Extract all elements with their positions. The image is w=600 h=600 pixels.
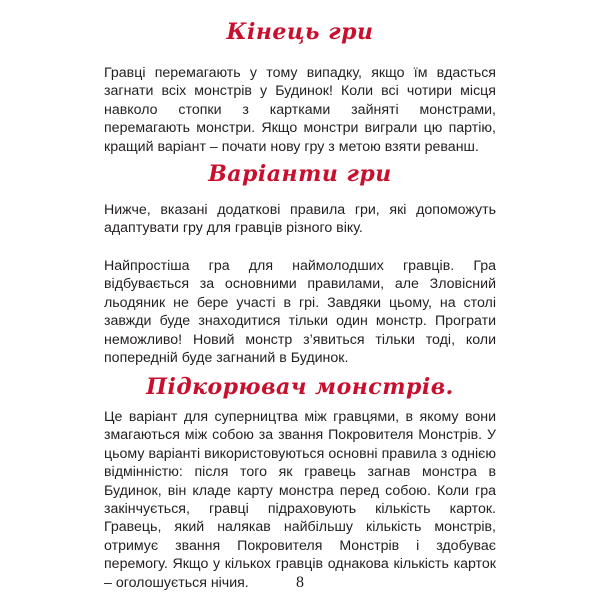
section-heading-end-of-game: Кінець гри: [226, 19, 374, 45]
section-heading-monster-tamer: Підкорювач монстрів.: [146, 374, 454, 400]
paragraph-monster-tamer: Це варіант для суперництва між гравцями, в якому вони змагаються між собою за звання Покровителя Монстрів. У цьому варіанті використовуються основні правила з однією відмінністю: після того як гравець загнав монстра в Будинок, він кладе карту монстра перед собою. Коли гра закінчується, гравці підраховують кількість карток. Гравець, який налякав найбільшу кількість монстрів, отримує звання Покровителя Монстрів і здобуває перемогу. Якщо у кількох гравців однакова кількість карток – оголошується нічия.: [104, 409, 496, 591]
page-number: 8: [296, 574, 304, 591]
paragraph-variants-intro: Нижче, вказані додаткові правила гри, які допоможуть адаптувати гру для гравців різного віку.: [104, 202, 496, 237]
paragraph-end-of-game: Гравці перемагають у тому випадку, якщо їм вдасться загнати всіх монстрів у Будинок! Коли всі чотири місця навколо стопки з картками зайняті монстрами, перемагають монстри. Якщо монстри виграли цю партію, кращий варіант – почати нову гру з метою взяти реванш.: [104, 65, 496, 155]
paragraph-simplest-game: Найпростіша гра для наймолодших гравців. Гра відбувається за основними правилами, але Зловісний льодяник не бере участі в грі. Завдяки цьому, на столі завжди буде знаходитися тільки один монстр. Програти неможливо! Новий монстр з’явиться тільки тоді, коли попередній буде загнаний в Будинок.: [104, 258, 496, 367]
section-heading-game-variants: Варіанти гри: [208, 161, 392, 187]
